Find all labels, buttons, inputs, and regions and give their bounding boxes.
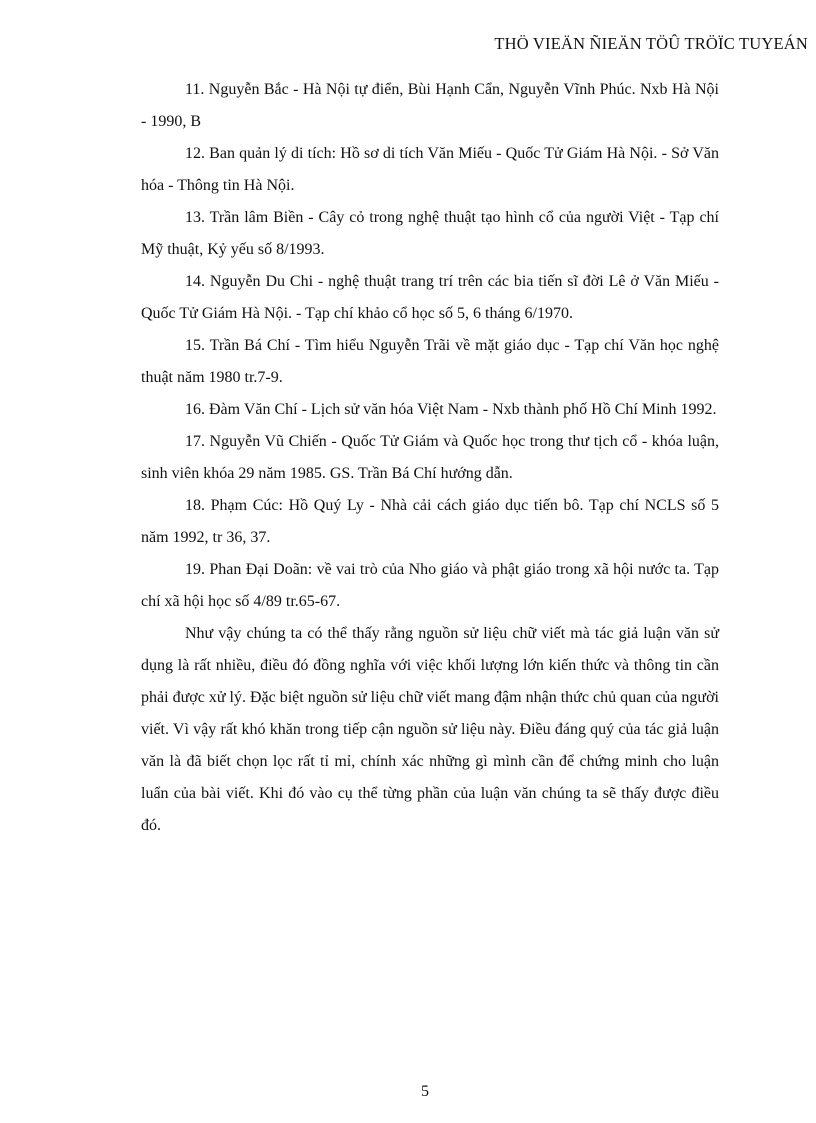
reference-item: 12. Ban quản lý di tích: Hồ sơ di tích Văn Miếu - Quốc Tử Giám Hà Nội. - Sở Văn hóa - Thông tin Hà Nội. — [141, 145, 719, 194]
closing-paragraph: Như vậy chúng ta có thể thấy rằng nguồn sử liệu chữ viết mà tác giả luận văn sử dụng là rất nhiều, điều đó đồng nghĩa với việc khối lượng lớn kiến thức và thông tin cần phải được xử lý. Đặc biệt nguồn sử liệu chữ viết mang đậm nhận thức chủ quan của người viết. Vì vậy rất khó khăn trong tiếp cận nguồn sử liệu này. Điều đáng quý của tác giả luận văn là đã biết chọn lọc rất tỉ mỉ, chính xác những gì mình cần để chứng minh cho luận luẩn của bài viết. Khi đó vào cụ thể từng phần của luận văn chúng ta sẽ thấy được điều đó. — [141, 625, 719, 834]
reference-item: 11. Nguyễn Bắc - Hà Nội tự điển, Bùi Hạnh Cẩn, Nguyễn Vĩnh Phúc. Nxb Hà Nội - 1990, B — [141, 81, 719, 130]
reference-item: 15. Trần Bá Chí - Tìm hiểu Nguyễn Trãi về mặt giáo dục - Tạp chí Văn học nghệ thuật năm 1980 tr.7-9. — [141, 337, 719, 386]
reference-item: 13. Trần lâm Biền - Cây cỏ trong nghệ thuật tạo hình cổ của người Việt - Tạp chí Mỹ thuật, Kỷ yếu số 8/1993. — [141, 209, 719, 258]
reference-item: 16. Đàm Văn Chí - Lịch sử văn hóa Việt Nam - Nxb thành phố Hồ Chí Minh 1992. — [185, 401, 717, 418]
reference-item: 18. Phạm Cúc: Hồ Quý Ly - Nhà cải cách giáo dục tiến bô. Tạp chí NCLS số 5 năm 1992, tr 36, 37. — [141, 497, 719, 546]
reference-item: 19. Phan Đại Doãn: về vai trò của Nho giáo và phật giáo trong xã hội nước ta. Tạp chí xã hội học số 4/89 tr.65-67. — [141, 561, 719, 610]
page-header: THÖ VIEÄN ÑIEÄN TÖÛ TRÖÏC TUYEÁN — [494, 34, 808, 53]
page-number: 5 — [421, 1083, 429, 1100]
document-body — [141, 74, 719, 842]
reference-item: 17. Nguyễn Vũ Chiến - Quốc Tử Giám và Quốc học trong thư tịch cổ - khóa luận, sinh viên khóa 29 năm 1985. GS. Trần Bá Chí hướng dẫn. — [141, 433, 719, 482]
reference-item: 14. Nguyễn Du Chi - nghệ thuật trang trí trên các bia tiến sĩ đời Lê ở Văn Miếu - Quốc Tử Giám Hà Nội. - Tạp chí khảo cổ học số 5, 6 tháng 6/1970. — [141, 273, 719, 322]
